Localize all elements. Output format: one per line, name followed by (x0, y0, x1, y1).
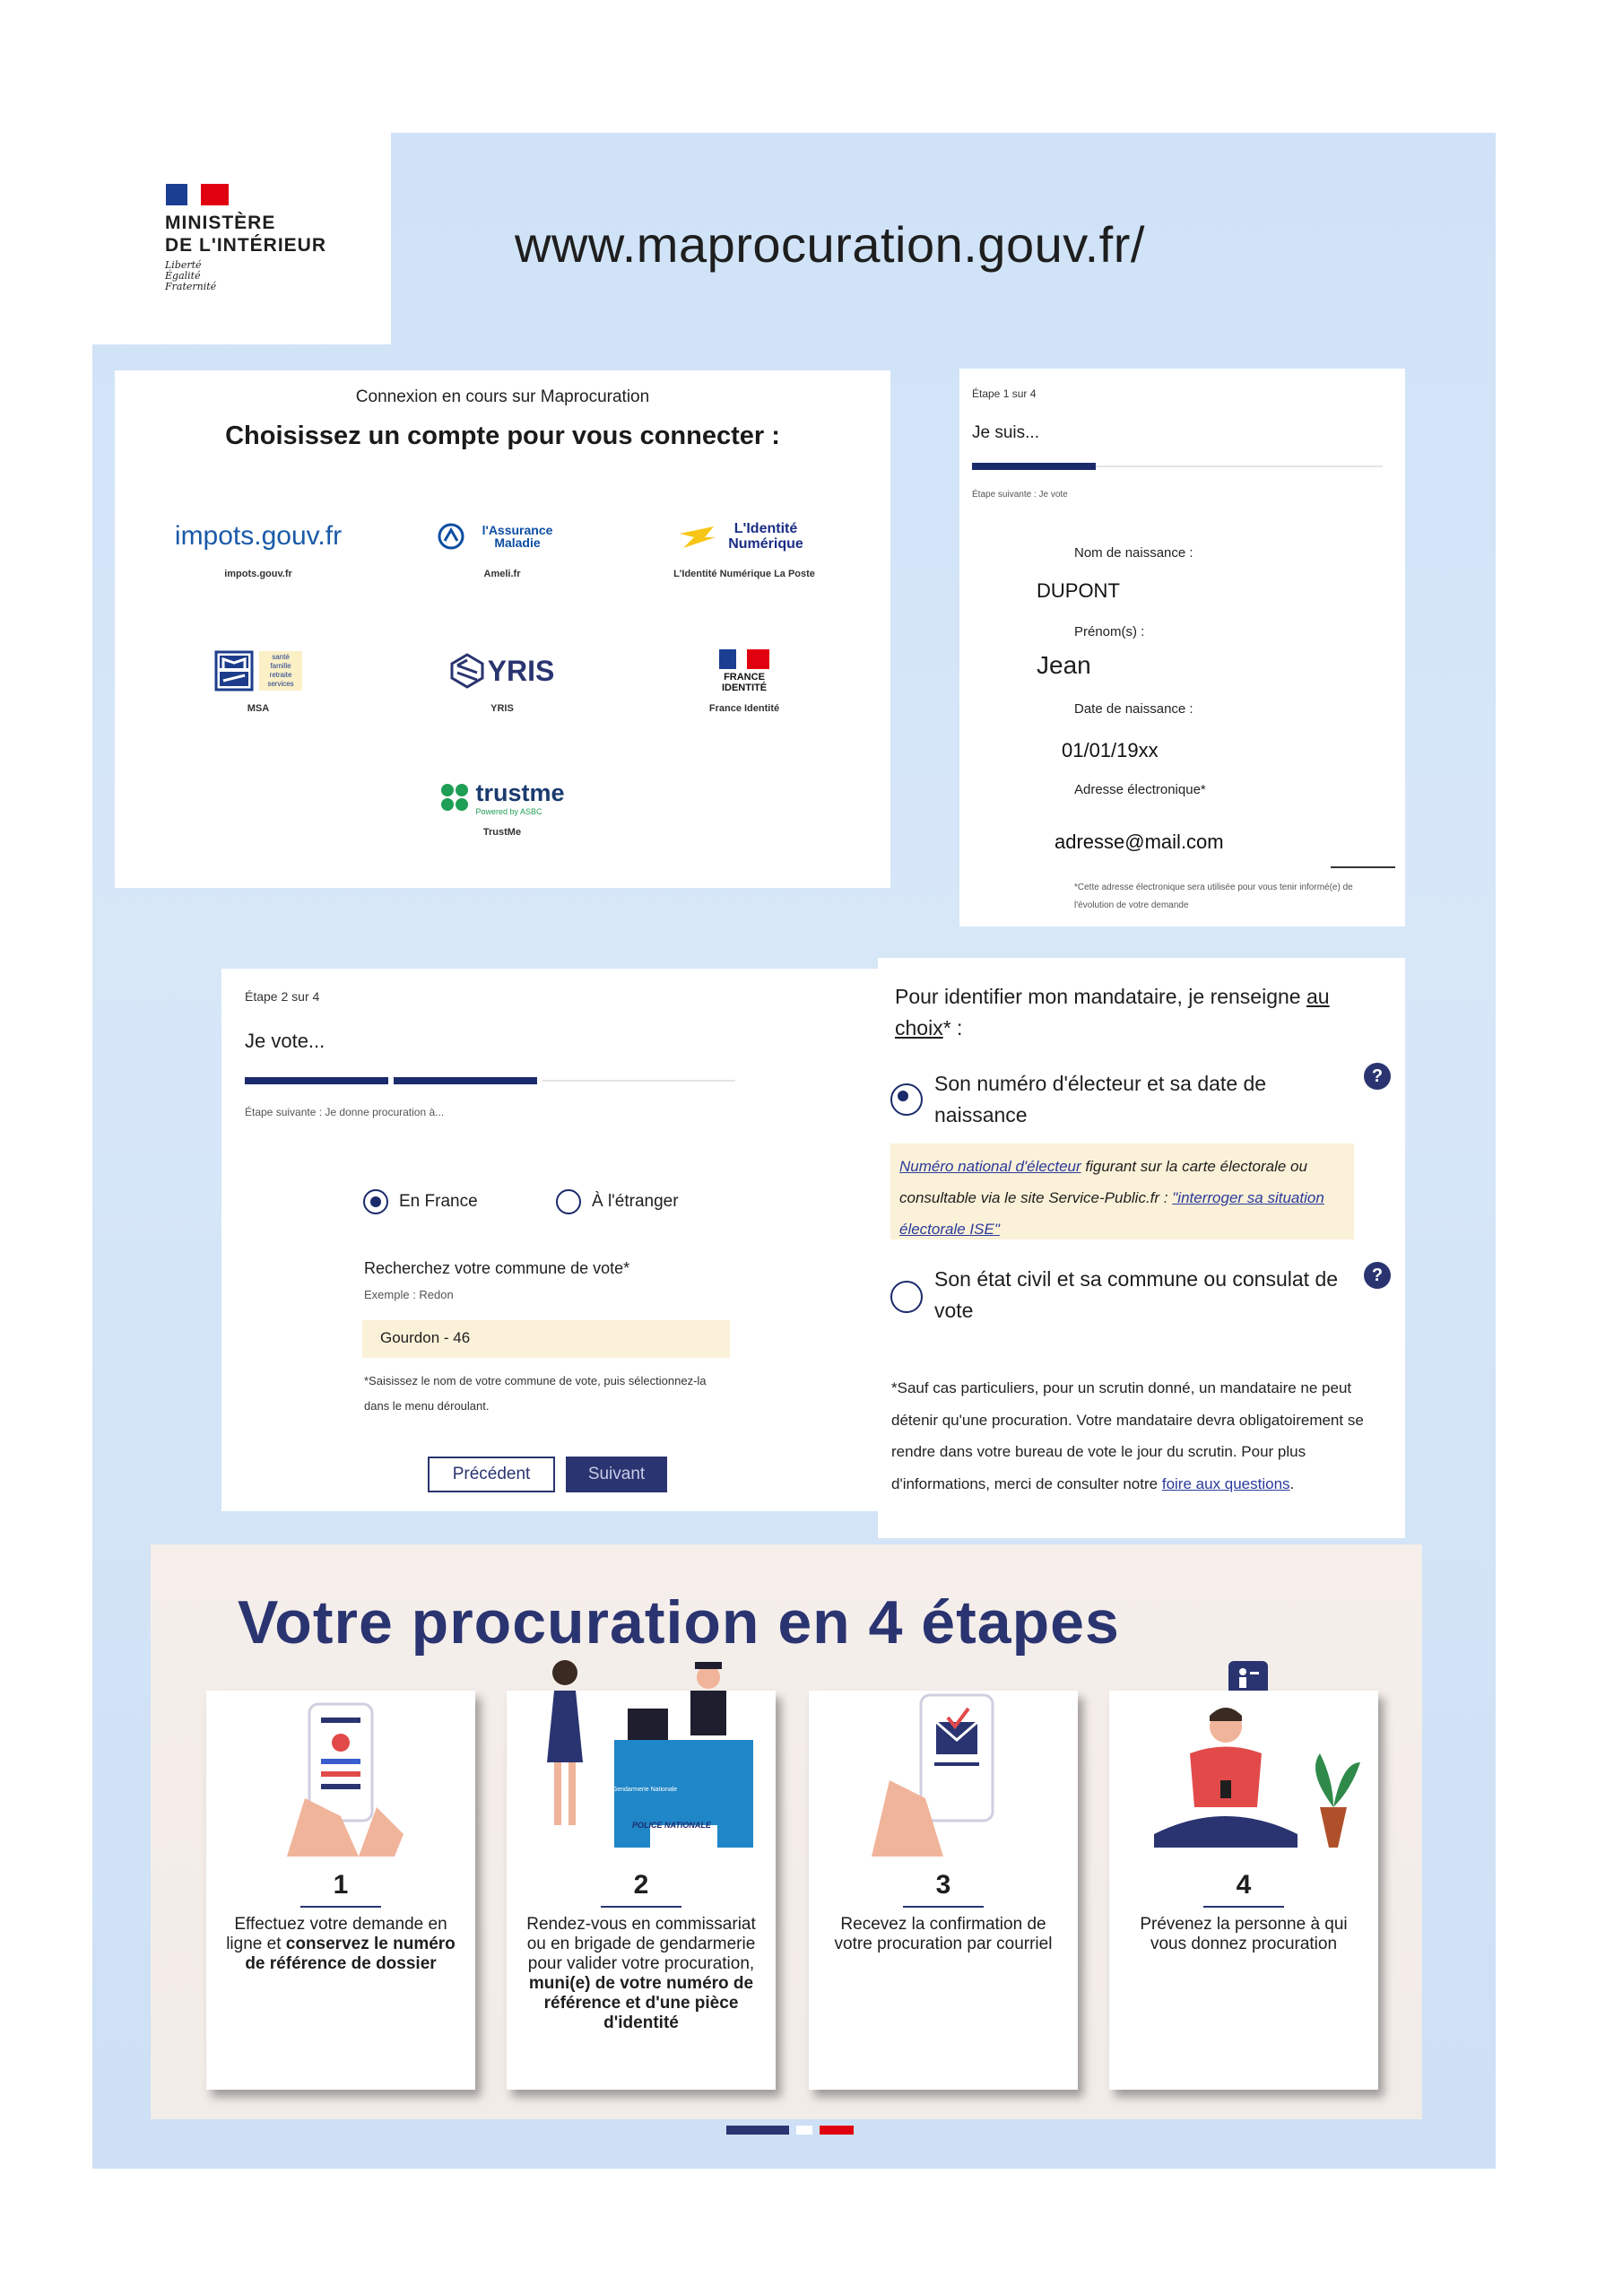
marianne-flag-icon (166, 184, 229, 205)
help-icon[interactable]: ? (1364, 1262, 1391, 1289)
connexion-subtitle: Connexion en cours sur Maprocuration (355, 387, 650, 406)
radio-empty-icon (556, 1189, 581, 1214)
etape2-progress-track (542, 1080, 735, 1082)
email-label: Adresse électronique* (1074, 782, 1206, 797)
footer-flag-red (820, 2126, 854, 2135)
footer-flag-blue (726, 2126, 789, 2135)
email-underline (1331, 866, 1395, 868)
step-divider (1203, 1906, 1284, 1908)
etape1-step-label: Étape 1 sur 4 (972, 387, 1037, 400)
nom-label: Nom de naissance : (1074, 545, 1193, 561)
ministry-name: MINISTÈRE DE L'INTÉRIEUR (165, 213, 327, 256)
etape1-progress-bar (972, 463, 1096, 470)
step-text: Prévenez la personne à qui vous donnez procuration (1140, 1915, 1348, 1953)
radio-en-france[interactable]: En France (363, 1189, 478, 1214)
step-number: 4 (1236, 1870, 1252, 1900)
step-card-1 (206, 1691, 475, 2090)
trustme-logo: trustme Powered by ASBC (395, 773, 610, 822)
step-number: 3 (935, 1870, 951, 1900)
prenom-field[interactable]: Jean (1037, 651, 1091, 679)
commune-label: Recherchez votre commune de vote* (364, 1259, 630, 1277)
provider-ameli[interactable]: l'Assurance Maladie Ameli.fr (395, 509, 610, 579)
yris-logo: YRIS (395, 644, 610, 698)
help-icon[interactable]: ? (1364, 1063, 1391, 1090)
etape1-next-label: Étape suivante : Je vote (972, 490, 1068, 500)
mandataire-footnote: *Sauf cas particuliers, pour un scrutin donné, un mandataire ne peut détenir qu'une procuration. Votre mandataire devra obligatoirement se rendre dans votre bureau de vote le jour du scrutin. Pour plus d'informations, merci de consulter notre foire aux questions. (891, 1379, 1364, 1492)
step-divider (300, 1906, 381, 1908)
france-identite-logo: FRANCE IDENTITÉ (637, 644, 852, 698)
step-number: 1 (333, 1870, 349, 1900)
option1-label: Son numéro d'électeur et sa date de naissance (934, 1072, 1267, 1126)
step-card-3 (809, 1691, 1078, 2090)
radio-selected-icon (890, 1083, 923, 1116)
step-text: Recevez la confirmation de votre procuration par courriel (834, 1915, 1053, 1953)
commune-input[interactable]: Gourdon - 46 (362, 1320, 730, 1358)
police-sign: POLICE NATIONALE (632, 1821, 711, 1830)
provider-france-identite[interactable]: FRANCE IDENTITÉ France Identité (637, 644, 852, 714)
nom-field[interactable]: DUPONT (1037, 579, 1120, 602)
radio-selected-icon (363, 1189, 388, 1214)
step-divider (903, 1906, 984, 1908)
email-field[interactable]: adresse@mail.com (1055, 831, 1224, 853)
prenom-label: Prénom(s) : (1074, 624, 1145, 639)
etape1-progress-track (1096, 465, 1383, 467)
mail-phone-icon (863, 1691, 1024, 1861)
steps-title: Votre procuration en 4 étapes (238, 1588, 1120, 1657)
mandataire-intro: Pour identifier mon mandataire, je renseigne au choix* : (895, 985, 1330, 1039)
phone-hand-icon (269, 1700, 412, 1861)
radio-etranger[interactable]: À l'étranger (556, 1189, 679, 1214)
footer-flag-white (796, 2126, 812, 2135)
laposte-logo: L'Identité Numérique (637, 509, 852, 563)
ameli-logo: l'Assurance Maladie (395, 509, 610, 563)
naissance-label: Date de naissance : (1074, 701, 1193, 717)
email-note: *Cette adresse électronique sera utilisée pour vous tenir informé(e) de l'évolution de votre demande (1074, 883, 1353, 910)
provider-impots[interactable]: impots.gouv.fr impots.gouv.fr (151, 509, 366, 579)
republic-motto: Liberté Égalité Fraternité (165, 259, 217, 292)
person-phone-icon (1127, 1700, 1369, 1861)
step-card-2 (507, 1691, 776, 2090)
faq-link[interactable]: foire aux questions (1161, 1474, 1290, 1492)
naissance-field[interactable]: 01/01/19xx (1062, 739, 1159, 761)
suivant-button[interactable]: Suivant (566, 1457, 667, 1492)
connexion-title: Choisissez un compte pour vous connecter : (225, 422, 780, 450)
msa-logo: santé famille retraite services (151, 644, 366, 698)
etape2-title: Je vote... (245, 1030, 325, 1052)
precedent-button[interactable]: Précédent (428, 1457, 555, 1492)
etape1-title: Je suis... (972, 423, 1039, 442)
step-divider (601, 1906, 681, 1908)
provider-laposte[interactable]: L'Identité Numérique L'Identité Numérique La Poste (637, 509, 852, 579)
numero-electeur-link[interactable]: Numéro national d'électeur (899, 1158, 1081, 1175)
commune-example: Exemple : Redon (364, 1288, 454, 1301)
step-text: Effectuez votre demande en ligne et conservez le numéro de référence de dossier (226, 1915, 456, 1973)
impots-logo: impots.gouv.fr (174, 521, 343, 551)
etape2-next-label: Étape suivante : Je donne procuration à... (245, 1106, 445, 1118)
radio-empty-icon (890, 1281, 923, 1313)
gendarmerie-sign: Gendarmerie Nationale (612, 1787, 678, 1793)
site-url[interactable]: www.maprocuration.gouv.fr/ (515, 216, 1145, 273)
step-number: 2 (633, 1870, 649, 1900)
step-card-4 (1109, 1691, 1378, 2090)
provider-trustme[interactable]: trustme Powered by ASBC TrustMe (395, 773, 610, 838)
etape2-progress-bar-1 (245, 1077, 388, 1084)
ise-link[interactable]: "interroger sa situation électorale ISE" (899, 1189, 1324, 1238)
step-text: Rendez-vous en commissariat ou en brigade de gendarmerie pour valider votre procuration, muni(e) de votre numéro de référence et d'une pièce d'identité (526, 1915, 756, 2032)
commune-note: *Saisissez le nom de votre commune de vote, puis sélectionnez-la dans le menu déroulant. (364, 1374, 707, 1413)
option2-label: Son état civil et sa commune ou consulat de vote (934, 1267, 1339, 1322)
radio-etat-civil[interactable] (890, 1281, 923, 1313)
radio-numero-electeur[interactable] (890, 1083, 923, 1116)
provider-yris[interactable]: YRIS YRIS (395, 644, 610, 714)
provider-msa[interactable]: santé famille retraite services MSA (151, 644, 366, 714)
electeur-info-box: Numéro national d'électeur figurant sur la carte électorale ou consultable via le site Service-Public.fr : "interroger sa situation électorale ISE" (890, 1144, 1354, 1239)
etape2-progress-bar-2 (394, 1077, 537, 1084)
etape2-step-label: Étape 2 sur 4 (245, 989, 320, 1004)
police-desk-icon (529, 1646, 762, 1866)
